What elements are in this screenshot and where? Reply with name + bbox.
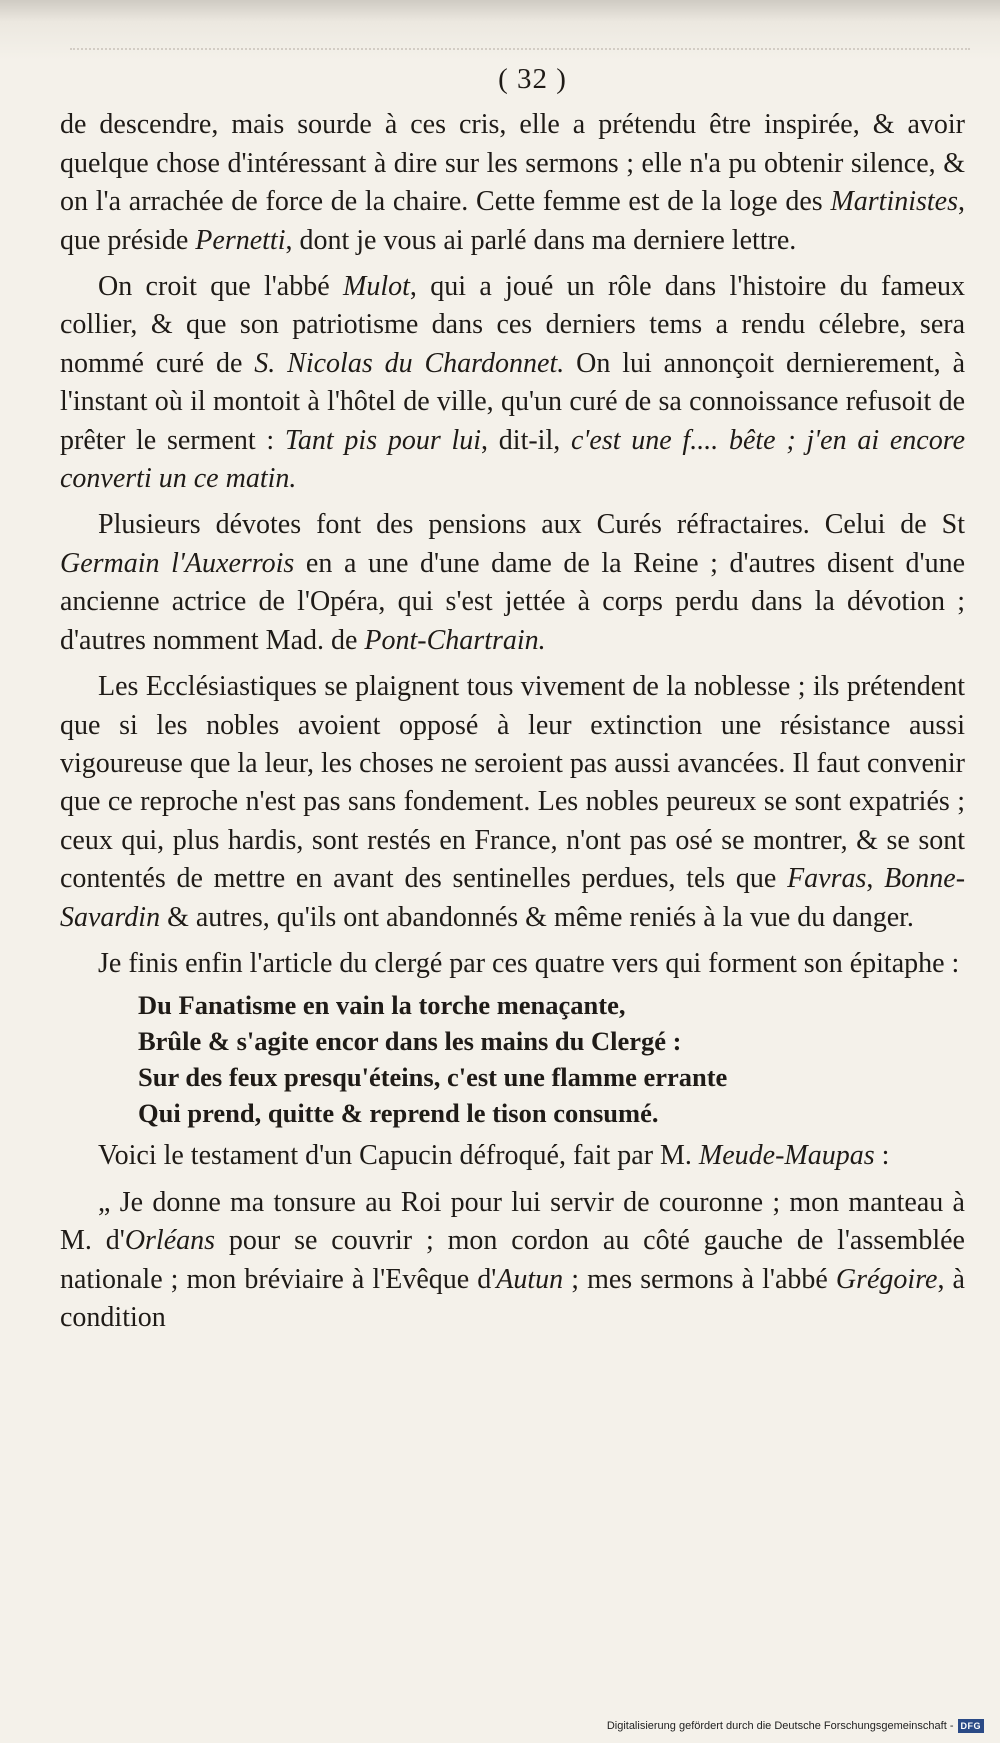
text-segment: Plusieurs dévotes font des pensions aux Curés réfractaires. Celui de St xyxy=(98,509,965,541)
text-segment: On lui annonçoit dernierement, à l'instant où il montoit à l'hôtel de ville, qu'un curé de sa connoissance refusoit de prêter le serment : xyxy=(60,347,965,456)
italic-text: Favras xyxy=(787,863,867,895)
text-segment: On croit que l'abbé xyxy=(98,271,343,303)
italic-text: S. Nicolas du Chardonnet. xyxy=(254,347,565,379)
verse-line: Du Fanatisme en vain la torche menaçante, xyxy=(138,990,626,1021)
text-segment: de descendre, mais sourde à ces cris, elle a prétendu être inspirée, & avoir quelque chose d'intéressant à dire sur les sermons ; elle n'a pu obtenir silence, & on l'a arrachée de force de la chaire. Cette femme est de la loge des xyxy=(60,109,965,218)
paragraph xyxy=(60,506,965,660)
text-segment: & autres, qu'ils ont abandonnés & même reniés à la vue du danger. xyxy=(160,901,914,933)
text-segment: , dit-il, xyxy=(481,424,571,456)
paragraph xyxy=(60,1137,965,1175)
verse-line: Brûle & s'agite encor dans les mains du Clergé : xyxy=(138,1026,682,1057)
paragraph xyxy=(60,668,965,937)
text-segment: Je finis enfin l'article du clergé par ces quatre vers qui forment son épitaphe : xyxy=(98,947,960,979)
text-segment: Voici le testament d'un Capucin défroqué, fait par M. xyxy=(98,1140,699,1172)
epitaph-verse xyxy=(138,987,965,1131)
text-segment: , que préside xyxy=(60,186,965,256)
digitization-footer xyxy=(607,1719,984,1733)
footer-credit: Digitalisierung gefördert durch die Deutsche Forschungsgemeinschaft - xyxy=(606,1720,954,1732)
text-before-verse xyxy=(60,106,965,983)
italic-text: Martinistes xyxy=(830,186,958,218)
paragraph xyxy=(60,106,965,260)
text-segment: : xyxy=(874,1140,890,1172)
italic-text: Grégoire xyxy=(835,1263,938,1295)
italic-text: Autun xyxy=(496,1263,564,1295)
text-segment: ; mes sermons à l'abbé xyxy=(563,1263,836,1295)
text-segment: pour se couvrir ; mon cordon au côté gauche de l'assemblée nationale ; mon bréviaire à l'Evêque d' xyxy=(60,1225,965,1295)
text-segment: , dont je vous ai parlé dans ma derniere lettre. xyxy=(285,224,797,256)
text-segment: , qui a joué un rôle dans l'histoire du fameux collier, & que son patriotisme dans ces derniers tems a rendu célebre, sera nommé curé de xyxy=(60,271,965,379)
page-number: ( 32 ) xyxy=(498,63,567,95)
italic-text: Germain l'Auxerrois xyxy=(60,547,295,579)
italic-text: Orléans xyxy=(124,1225,216,1257)
verse-line: Qui prend, quitte & reprend le tison consumé. xyxy=(138,1098,659,1129)
paragraph xyxy=(60,268,965,498)
paragraph xyxy=(60,1184,965,1338)
text-segment: , xyxy=(866,863,885,895)
text-segment: „ Je donne ma tonsure au Roi pour lui servir de couronne ; mon manteau à M. d' xyxy=(60,1186,965,1257)
dfg-logo: DFG xyxy=(958,1719,985,1733)
italic-text: Bonne-Savardin xyxy=(60,863,966,933)
text-segment: en a une d'une dame de la Reine ; d'autres disent d'une ancienne actrice de l'Opéra, qui s'est jettée à corps perdu dans la dévotion ; d'autres nomment Mad. de xyxy=(60,547,965,656)
italic-text: Meude-Maupas xyxy=(698,1140,875,1172)
italic-text: Tant pis pour lui xyxy=(284,424,482,456)
italic-text: Pont-Chartrain. xyxy=(364,624,546,656)
paragraph xyxy=(60,945,965,983)
text-segment: Les Ecclésiastiques se plaignent tous vivement de la noblesse ; ils prétendent que si les nobles avoient opposé à leur extinction une résistance aussi vigoureuse que la leur, les choses ne seroient pas aussi avancées. Il faut convenir que ce reproche n'est pas sans fondement. Les nobles peureux se sont expatriés ; ceux qui, plus hardis, sont restés en France, n'ont pas osé se montrer, & se sont contentés de mettre en avant des sentinelles perdues, tels que xyxy=(60,671,965,895)
page-body xyxy=(60,60,965,1337)
italic-text: Mulot xyxy=(343,271,410,303)
text-segment: , à condition xyxy=(60,1263,965,1333)
italic-text: c'est une f.... bête ; j'en ai encore converti un ce matin. xyxy=(60,424,965,495)
text-after-verse xyxy=(60,1137,965,1337)
italic-text: Pernetti xyxy=(195,224,286,256)
verse-line: Sur des feux presqu'éteins, c'est une flamme errante xyxy=(138,1062,728,1093)
